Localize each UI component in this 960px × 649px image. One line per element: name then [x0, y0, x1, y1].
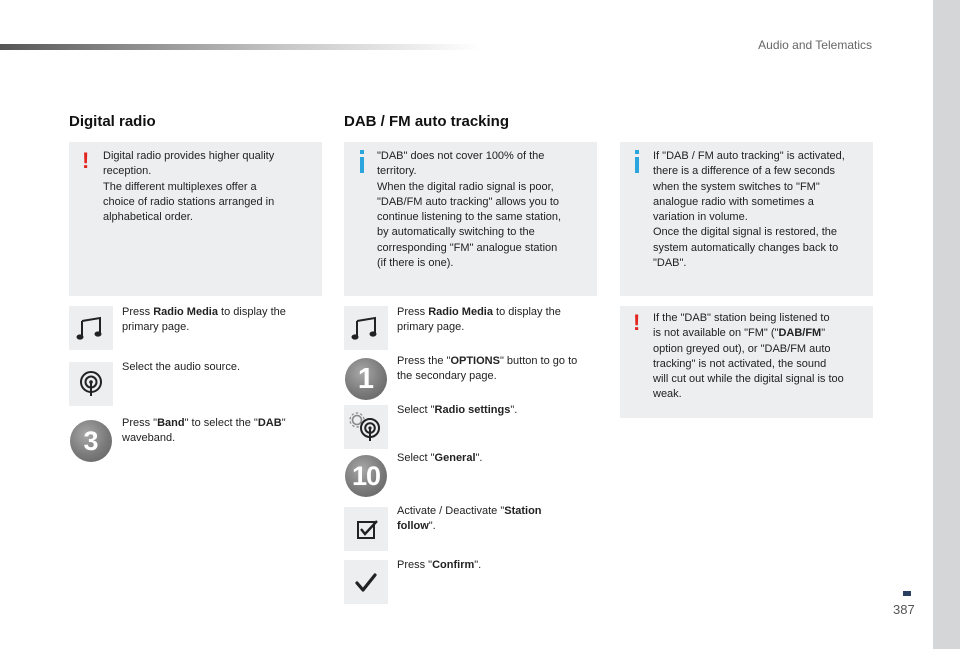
step-select-radio-settings: Select "Radio settings". [397, 404, 518, 416]
warning-text-signal-loss: If the "DAB" station being listened to is not available on "FM" ("DAB/FM" option greyed out), or "DAB/FM auto tracking" is not activated, the sound will cut out while the digital signal is too weak. [653, 312, 844, 401]
page-edge-strip [933, 0, 960, 649]
warning-text: Digital radio provides higher quality reception. The different multiplexes offer a choice of radio stations arranged in alphabetical order. [103, 150, 275, 224]
info-text-dab-coverage: "DAB" does not cover 100% of the territory. When the digital radio signal is poor, "DAB/FM auto tracking" allows you to continue listening to the same station, by automatically switching to the corresponding "FM" analogue station (if there is one). [377, 150, 562, 270]
page-number: 387 [893, 602, 915, 617]
step-number-badge-10: 10 [345, 455, 387, 497]
step-select-general: Select "General". [397, 452, 483, 464]
info-text-auto-tracking: If "DAB / FM auto tracking" is activated, there is a difference of a few seconds when the system switches to "FM" analogue radio with sometimes a variation in volume. Once the digital signal is restored, the system automatically changes back to "DAB". [653, 150, 845, 270]
checkmark-icon [344, 560, 388, 604]
radio-source-icon [69, 362, 113, 406]
info-icon [358, 150, 366, 174]
info-icon [633, 150, 641, 174]
warning-box-signal-loss [620, 306, 873, 418]
heading-dab-fm-auto-tracking: DAB / FM auto tracking [344, 113, 510, 130]
step-press-confirm: Press "Confirm". [397, 559, 482, 571]
info-box-dab-coverage [344, 142, 597, 296]
header-gradient-bar [0, 44, 480, 50]
step-number-badge-3: 3 [70, 420, 112, 462]
heading-digital-radio: Digital radio [69, 113, 156, 130]
section-title: Audio and Telematics [758, 38, 872, 52]
step-activate-station-follow: Activate / Deactivate "Station follow". [397, 505, 542, 533]
warning-box-digital-radio [69, 142, 322, 296]
info-box-auto-tracking [620, 142, 873, 296]
exclamation-icon: ! [633, 310, 641, 335]
music-note-icon [344, 306, 388, 350]
page-marker [903, 591, 911, 596]
step-press-options: Press the "OPTIONS" button to go to the secondary page. [397, 355, 578, 383]
music-note-icon [69, 306, 113, 350]
step-press-radio-media: Press Radio Media to display the primary page. [122, 306, 286, 334]
exclamation-icon: ! [82, 148, 90, 173]
step-press-radio-media-dab: Press Radio Media to display the primary page. [397, 306, 561, 334]
step-press-band: Press "Band" to select the "DAB" waveband. [122, 417, 286, 445]
step-number-badge-1: 1 [345, 358, 387, 400]
radio-settings-icon [344, 405, 388, 449]
checkbox-icon [344, 507, 388, 551]
step-select-audio-source: Select the audio source. [122, 361, 241, 373]
